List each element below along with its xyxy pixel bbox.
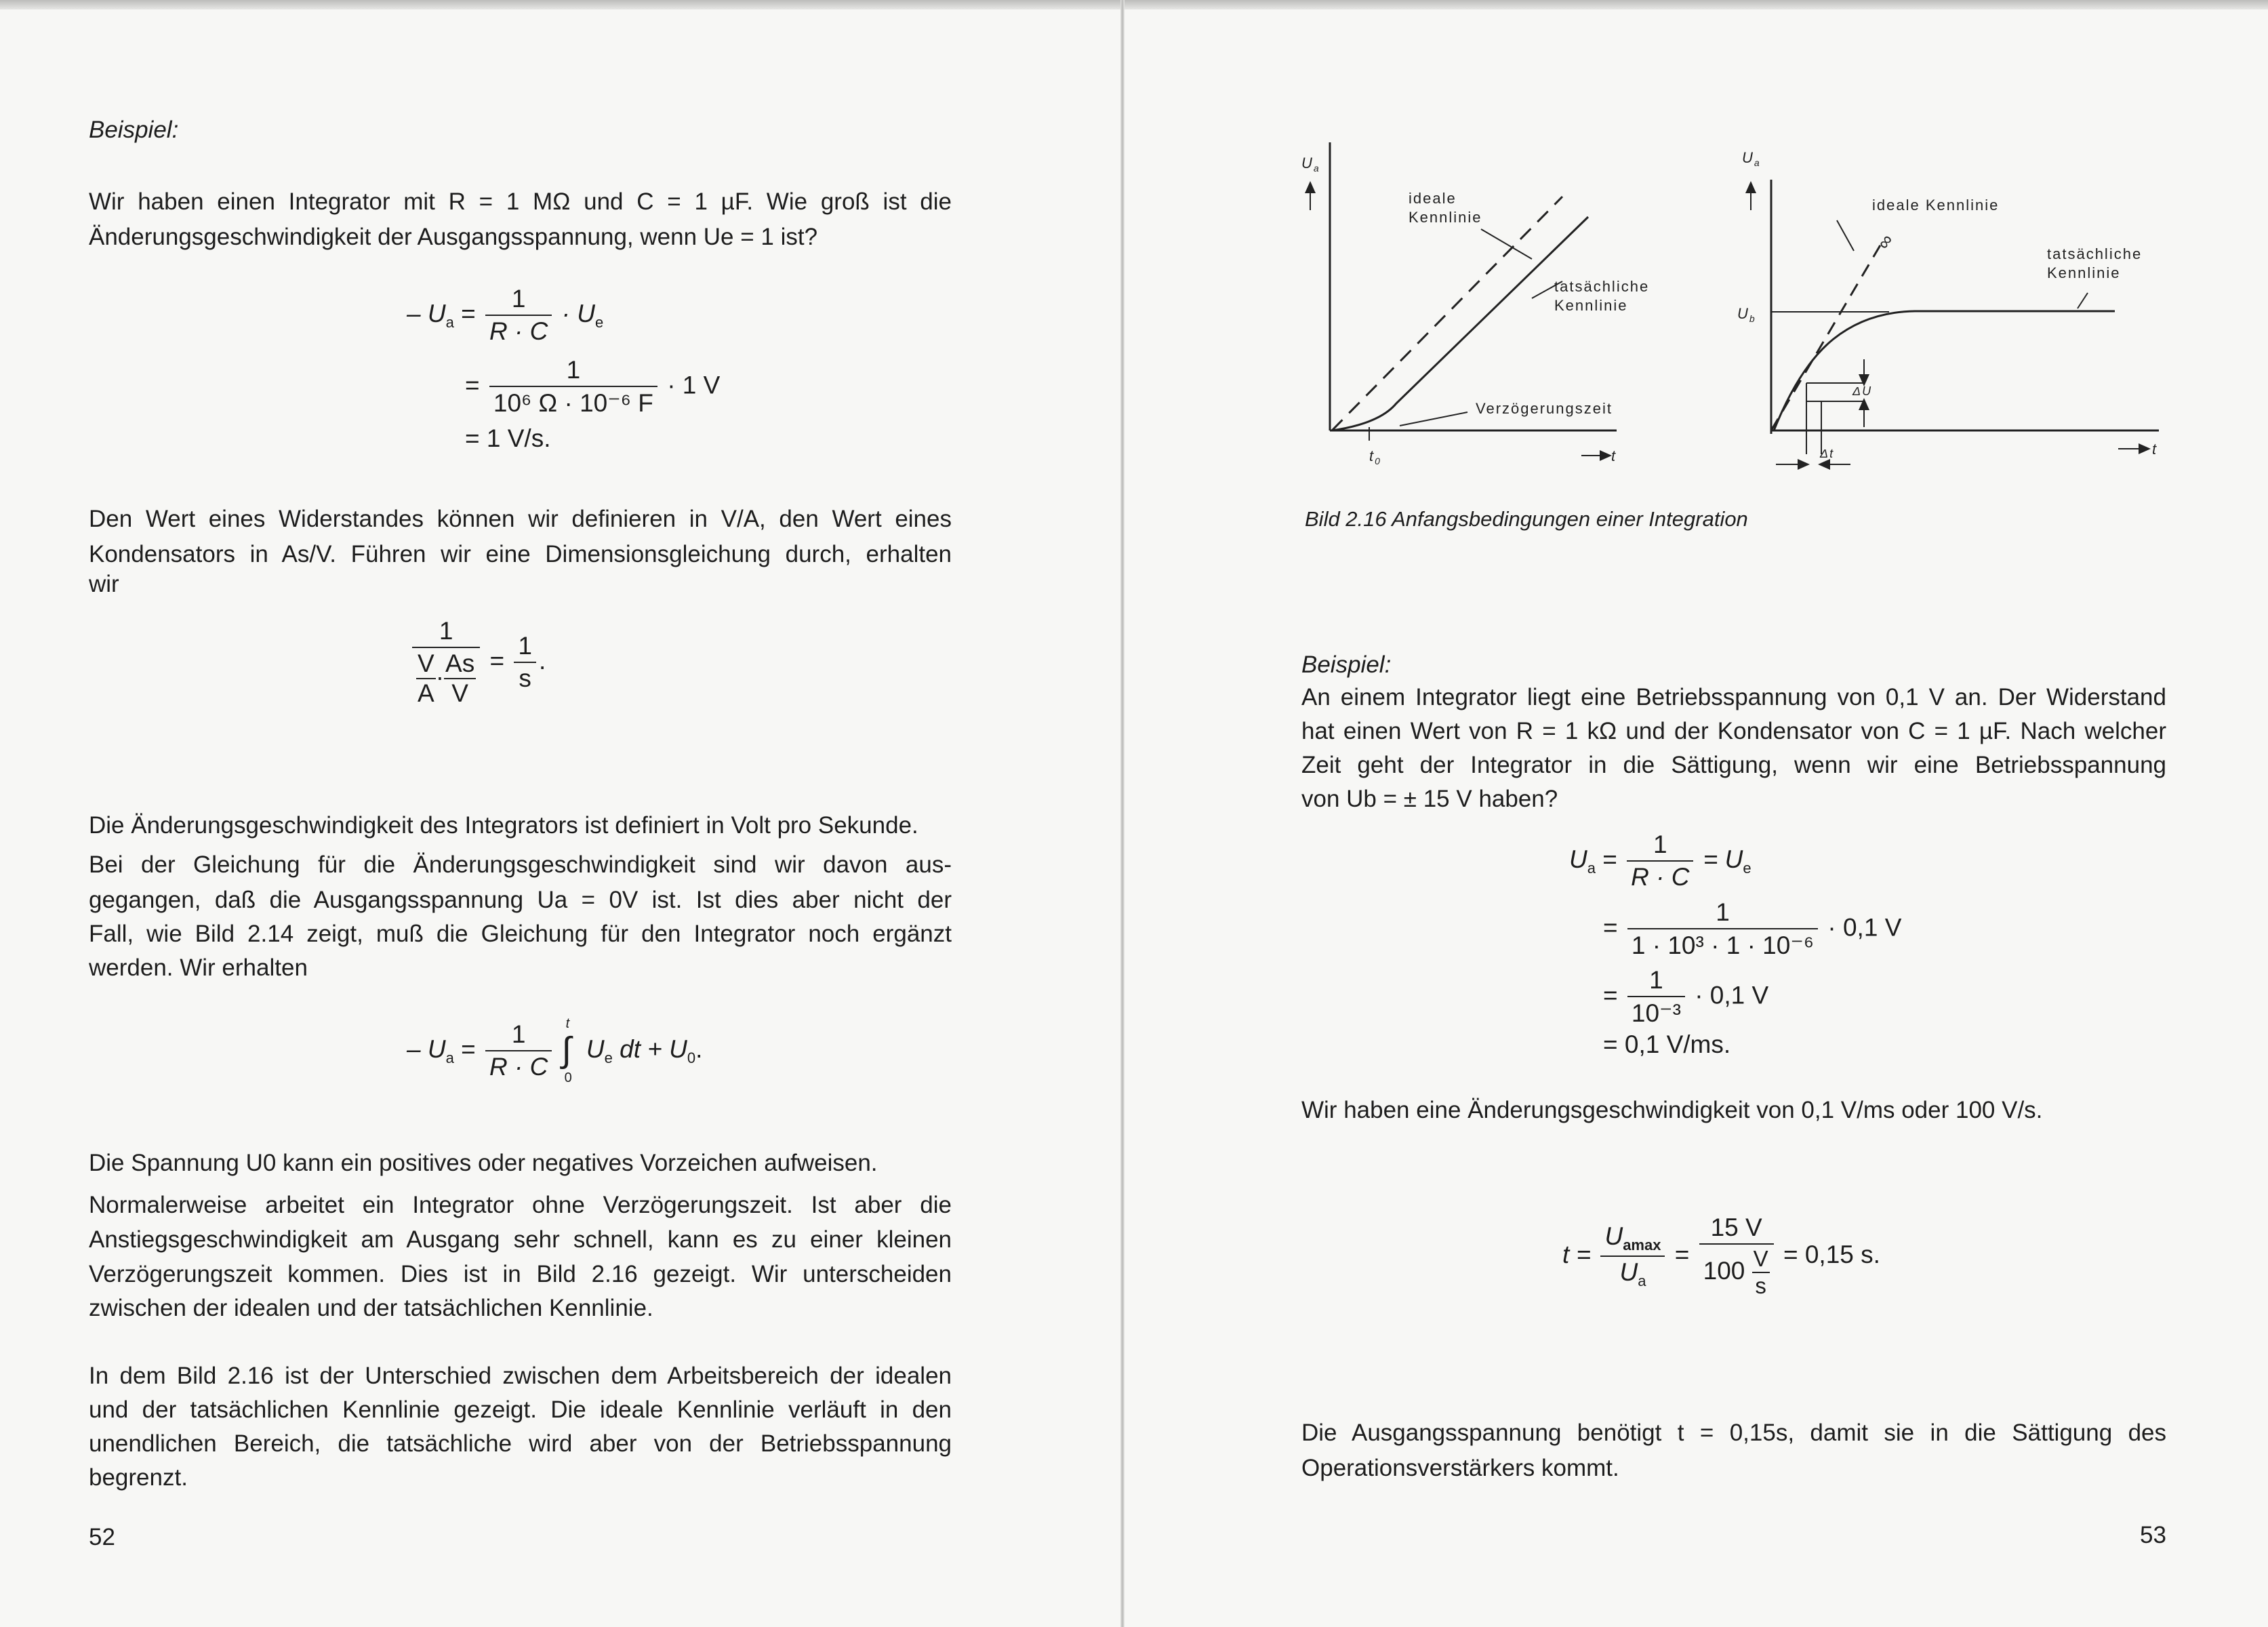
equation-line: = $\frac{1}{\text{10⁻³}}$ · 0,1 V <box>1603 966 1769 1027</box>
x-label: t <box>2152 441 2158 458</box>
x-label: t <box>1611 447 1617 464</box>
paragraph-line: unendlichen Bereich, die tatsächliche wird aber von der Betriebsspannung <box>89 1430 952 1457</box>
paragraph-line: Die Änderungsgeschwindigkeit des Integrators ist definiert in Volt pro Sekunde. <box>89 812 918 839</box>
equation-line: = $\frac{1}{\text{1 · 10³ · 1 · 10⁻⁶}}$ · 0,1 V <box>1603 898 1902 959</box>
paragraph-line: Anstiegsgeschwindigkeit am Ausgang sehr schnell, kann es zu einer kleinen <box>89 1226 952 1253</box>
figure-2-16 <box>1129 142 2268 495</box>
ub-label: $U_b$ <box>1737 305 1756 324</box>
paragraph-line: zwischen der idealen und der tatsächlichen Kennlinie. <box>89 1295 653 1321</box>
paragraph-line: Die Ausgangsspannung benötigt t = 0,15s, damit sie in die Sättigung des <box>1301 1420 2166 1446</box>
ideal-characteristic-line <box>1771 244 1881 430</box>
paragraph-line: Zeit geht der Integrator in die Sättigung, wenn wir eine Betriebsspannung <box>1301 752 2166 778</box>
ideal-characteristic-line <box>1332 197 1562 430</box>
paragraph-line: Änderungsgeschwindigkeit der Ausgangsspannung, wenn Ue = 1 ist? <box>89 224 818 250</box>
page-left <box>0 0 1122 1627</box>
example-label: Beispiel: <box>1301 651 1392 678</box>
paragraph-line: Den Wert eines Widerstandes können wir definieren in V/A, den Wert eines <box>89 506 952 532</box>
delta-u-label: ΔU <box>1852 384 1873 398</box>
paragraph-line: Kondensators in As/V. Führen wir eine Dimensionsgleichung durch, erhalten <box>89 541 952 567</box>
paragraph-line: begrenzt. <box>89 1464 188 1491</box>
equation-line: – $U_a$ = $\frac{1}{R \cdot C}$ · $U_e$ <box>407 285 604 345</box>
paragraph-line: gegangen, daß die Ausgangsspannung Ua = 0V ist. Ist dies aber nicht der <box>89 887 952 913</box>
actual-characteristic-line <box>1774 311 2115 430</box>
infinity-symbol: ∞ <box>1872 228 1899 254</box>
page-number: 53 <box>2140 1522 2166 1548</box>
paragraph-line: hat einen Wert von R = 1 kΩ und der Kondensator von C = 1 µF. Nach welcher <box>1301 718 2166 744</box>
paragraph-line: Bei der Gleichung für die Änderungsgeschwindigkeit sind wir davon aus- <box>89 851 952 878</box>
paragraph-line: Verzögerungszeit kommen. Dies ist in Bild 2.16 gezeigt. Wir unterscheiden <box>89 1261 952 1287</box>
delta-t-label: Δt <box>1820 447 1835 460</box>
actual-label: tatsächliche <box>2047 245 2143 262</box>
paragraph-line: und der tatsächlichen Kennlinie gezeigt. Die ideale Kennlinie verläuft in den <box>89 1397 952 1423</box>
delay-leader-line <box>1400 412 1467 426</box>
paragraph-line: Fall, wie Bild 2.14 zeigt, muß die Gleichung für den Integrator noch ergänzt <box>89 921 952 947</box>
example-label: Beispiel: <box>89 117 179 143</box>
paragraph-line: An einem Integrator liegt eine Betriebsspannung von 0,1 V an. Der Widerstand <box>1301 684 2166 710</box>
ideal-label: ideale <box>1409 190 1457 207</box>
paragraph-line: Operationsverstärkers kommt. <box>1301 1455 1619 1481</box>
page-right <box>1129 0 2268 1627</box>
actual-label: tatsächliche <box>1554 278 1650 295</box>
paragraph-line: Wir haben eine Änderungsgeschwindigkeit von 0,1 V/ms oder 100 V/s. <box>1301 1097 2043 1123</box>
ideal-label: ideale Kennlinie <box>1872 197 2000 214</box>
integral-equation: – $U_a$ = $\frac{1}{R \cdot C}$ t ∫ 0 $U_e$ dt + $U_0$. <box>407 1016 703 1085</box>
delay-label: Verzögerungszeit <box>1476 400 1613 417</box>
equation-line: $U_a$ = $\frac{1}{R \cdot C}$ = $U_e$ <box>1569 830 1751 891</box>
equation-line: = $\frac{1}{\text{10⁶ Ω · 10⁻⁶ F}}$ · 1 V <box>465 356 721 417</box>
paragraph-line: werden. Wir erhalten <box>89 955 308 981</box>
dimension-equation: 1 $\frac{V}{A}$ · $\frac{As}{V}$ = $\frac{1}{s}$ . <box>409 617 546 708</box>
actual-label: Kennlinie <box>1554 297 1628 314</box>
paragraph-line: Wir haben einen Integrator mit R = 1 MΩ und C = 1 µF. Wie groß ist die <box>89 188 952 215</box>
paragraph-line: wir <box>89 571 119 597</box>
graph-saturation <box>1751 180 2159 464</box>
y-label: $U_a$ <box>1742 149 1761 168</box>
equation-line: = 1 V/s. <box>465 424 551 452</box>
figure-caption: Bild 2.16 Anfangsbedingungen einer Integration <box>1305 507 1748 531</box>
paragraph-line: Normalerweise arbeitet ein Integrator ohne Verzögerungszeit. Ist aber die <box>89 1192 952 1218</box>
saturation-time-equation: t = $\frac{U_{amax}}{U_a}$ = 15 V 100 $\frac{V}{s}$ = 0,15 s. <box>1562 1213 1880 1298</box>
equation-line: = 0,1 V/ms. <box>1603 1030 1731 1058</box>
paragraph-line: von Ub = ± 15 V haben? <box>1301 786 1558 812</box>
paragraph-line: In dem Bild 2.16 ist der Unterschied zwischen dem Arbeitsbereich der idealen <box>89 1363 952 1389</box>
y-label: $U_a$ <box>1301 155 1320 174</box>
paragraph-line: Die Spannung U0 kann ein positives oder negatives Vorzeichen aufweisen. <box>89 1150 878 1176</box>
page-number: 52 <box>89 1524 115 1550</box>
actual-characteristic-line <box>1332 217 1588 430</box>
t0-label: $t_0$ <box>1369 447 1381 466</box>
actual-label: Kennlinie <box>2047 264 2121 281</box>
ideal-label: Kennlinie <box>1409 209 1482 226</box>
